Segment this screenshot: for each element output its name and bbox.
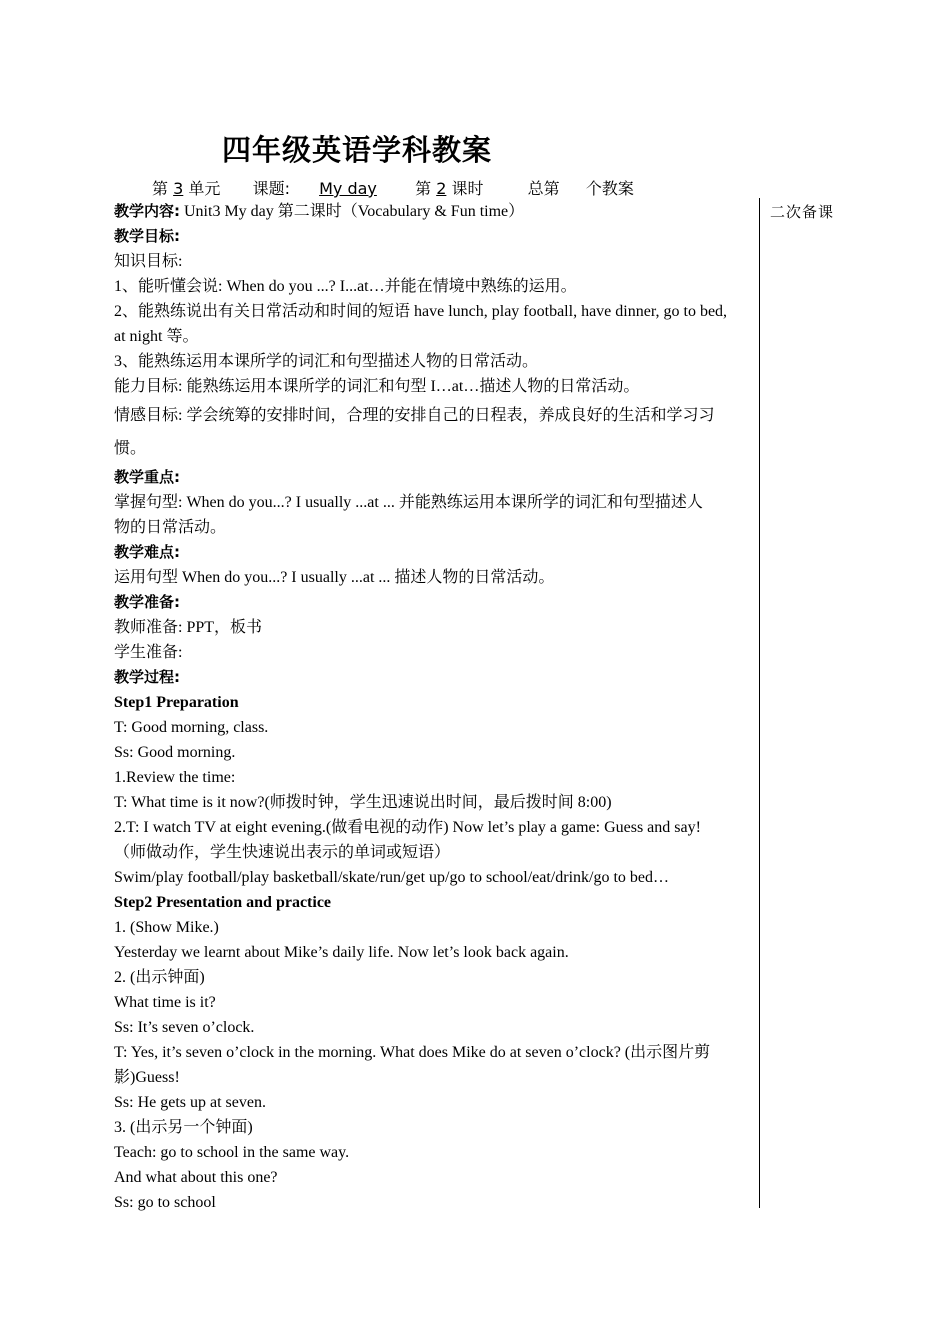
line-text: And what about this one? xyxy=(114,1169,278,1186)
content-line xyxy=(114,349,754,374)
unit-number: 3 xyxy=(173,179,184,198)
line-text: 学生准备: xyxy=(114,644,183,661)
content-line xyxy=(114,249,754,274)
unit-suffix: 单元 xyxy=(188,179,221,198)
line-text: T: Yes, it’s seven o’clock in the morning. What does Mike do at seven o’clock? (出示图片剪 xyxy=(114,1044,711,1061)
line-text: 1.Review the time: xyxy=(114,769,236,786)
line-text: What time is it? xyxy=(114,994,216,1011)
content-line xyxy=(114,690,754,715)
content-line xyxy=(114,640,754,665)
line-text: 掌握句型: When do you...? I usually ...at ... 并能熟练运用本课所学的词汇和句型描述人 xyxy=(114,494,703,511)
line-text: 惯。 xyxy=(114,440,147,457)
content-line xyxy=(114,274,754,299)
line-text: Teach: go to school in the same way. xyxy=(114,1144,350,1161)
section-label: 教学重点: xyxy=(114,468,180,486)
total-prefix: 总第 xyxy=(527,179,560,198)
content-line xyxy=(114,565,754,590)
line-text: 物的日常活动。 xyxy=(114,519,227,536)
line-text: 2. (出示钟面) xyxy=(114,969,205,986)
content-line xyxy=(114,865,754,890)
content-line xyxy=(114,399,754,432)
content-line xyxy=(114,815,754,840)
content-line xyxy=(114,374,754,399)
content-line xyxy=(114,1140,754,1165)
section-heading xyxy=(114,665,754,690)
line-text: T: What time is it now?(师拨时钟，学生迅速说出时间，最后拨时间 8:00) xyxy=(114,794,612,811)
line-text: 1. (Show Mike.) xyxy=(114,919,219,936)
secondary-prep-note: 二次备课 xyxy=(770,203,835,221)
section-label: 教学难点: xyxy=(114,543,180,561)
content-line xyxy=(114,790,754,815)
line-text: Ss: Good morning. xyxy=(114,744,236,761)
line-text: 能力目标: 能熟练运用本课所学的词汇和句型 I…at…描述人物的日常活动。 xyxy=(114,378,640,395)
section-label: 教学准备: xyxy=(114,593,180,611)
line-text: Unit3 My day 第二课时（Vocabulary & Fun time） xyxy=(184,203,525,220)
line-text: at night 等。 xyxy=(114,328,199,345)
line-text: 情感目标: 学会统筹的安排时间，合理的安排自己的日程表，养成良好的生活和学习习 xyxy=(114,407,715,424)
content-line xyxy=(114,715,754,740)
content-line xyxy=(114,1015,754,1040)
line-text: （师做动作，学生快速说出表示的单词或短语） xyxy=(114,844,451,861)
lesson-prefix: 第 xyxy=(415,179,432,198)
line-text: 3. (出示另一个钟面) xyxy=(114,1119,253,1136)
column-divider xyxy=(759,198,760,1208)
line-text: Ss: It’s seven o’clock. xyxy=(114,1019,255,1036)
line-text: 影)Guess! xyxy=(114,1069,180,1086)
topic-value: My day xyxy=(319,179,377,198)
content-line xyxy=(114,615,754,640)
content-line xyxy=(114,965,754,990)
content-line xyxy=(114,1040,754,1065)
total-suffix: 个教案 xyxy=(585,179,634,198)
section-heading xyxy=(114,199,754,224)
line-text: 教师准备: PPT，板书 xyxy=(114,619,263,636)
lesson-number: 2 xyxy=(436,179,447,198)
content-line xyxy=(114,1165,754,1190)
content-line xyxy=(114,1115,754,1140)
section-heading xyxy=(114,590,754,615)
content-line xyxy=(114,1065,754,1090)
section-label: 教学目标: xyxy=(114,227,180,245)
content-line xyxy=(114,890,754,915)
section-heading xyxy=(114,465,754,490)
line-text: 1、能听懂会说: When do you ...? I...at…并能在情境中熟练的运用。 xyxy=(114,278,577,295)
line-text: Step2 Presentation and practice xyxy=(114,894,332,911)
lesson-info xyxy=(152,176,634,199)
content-line xyxy=(114,940,754,965)
lesson-suffix: 课时 xyxy=(451,179,484,198)
lesson-body xyxy=(114,199,754,1215)
content-line xyxy=(114,515,754,540)
line-text: Ss: go to school xyxy=(114,1194,216,1211)
line-text: 2.T: I watch TV at eight evening.(做看电视的动作) Now let’s play a game: Guess and say! xyxy=(114,819,701,836)
page-title: 四年级英语学科教案 xyxy=(222,133,493,167)
line-text: T: Good morning, class. xyxy=(114,719,269,736)
line-text: Step1 Preparation xyxy=(114,694,239,711)
content-line xyxy=(114,990,754,1015)
content-line xyxy=(114,740,754,765)
unit-prefix: 第 xyxy=(152,179,169,198)
content-line xyxy=(114,432,754,465)
topic-label: 课题: xyxy=(252,179,290,198)
line-text: 运用句型 When do you...? I usually ...at ... 描述人物的日常活动。 xyxy=(114,569,555,586)
line-text: Yesterday we learnt about Mike’s daily life. Now let’s look back again. xyxy=(114,944,569,961)
line-text: 3、能熟练运用本课所学的词汇和句型描述人物的日常活动。 xyxy=(114,353,539,370)
section-label: 教学内容: xyxy=(114,202,180,220)
content-line xyxy=(114,1190,754,1215)
section-heading xyxy=(114,224,754,249)
line-text: 2、能熟练说出有关日常活动和时间的短语 have lunch, play football, have dinner, go to bed, xyxy=(114,303,728,320)
line-text: Swim/play football/play basketball/skate/run/get up/go to school/eat/drink/go to bed… xyxy=(114,869,670,886)
content-line xyxy=(114,915,754,940)
content-line xyxy=(114,765,754,790)
line-text: 知识目标: xyxy=(114,253,183,270)
section-label: 教学过程: xyxy=(114,668,180,686)
content-line xyxy=(114,1090,754,1115)
line-text: Ss: He gets up at seven. xyxy=(114,1094,266,1111)
content-line xyxy=(114,490,754,515)
content-line xyxy=(114,840,754,865)
section-heading xyxy=(114,540,754,565)
content-line xyxy=(114,299,754,324)
content-line xyxy=(114,324,754,349)
